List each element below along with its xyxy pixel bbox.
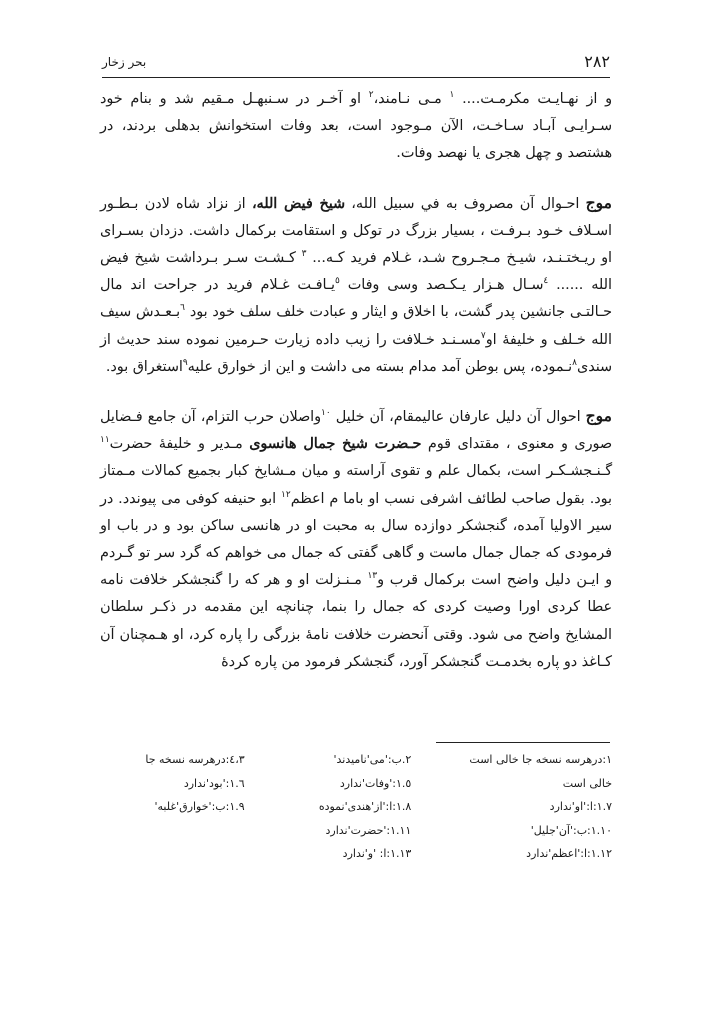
footnote-ref: ١ (449, 90, 455, 101)
paragraph-1: و از نهـايـت مكرمـت.... $^١$ مـی نـامند،$^٢$ او آخـر در سـنبهـل مـقيم شد و بنام خود سـرايـی آبـاد سـاخـت، الآن مـوجود است، بعد وفات استخوانش بدهلی بردند، در هشتصد و چهل هجری يا نهصد وفات. (100, 90, 612, 162)
running-title: بحر زخار (102, 55, 147, 69)
footnote-ref: ٩ (182, 358, 188, 369)
footnote: ٢.ب:'می'نامیدند' (333, 753, 412, 766)
paragraph-3: موج احوال آن دليل عارفان عاليمقام، آن خليل $^{١٠}$واصلان حرب التزام، آن جامع فـضايل صوری و معنوی ، مقتدای قوم حـضرت شيخ جمال هانسوی مـدير و خليفهٔ حضرت$^{١١}$ گـنـجشـكـر است، بكمال علم و تقوی آراسته و ميان مـشايخ كبار بجميع كمالات مـمتاز بود. بقول صاحب لطائف اشرفی نسب او باما م اعظم$^{١٢}$ ابو حنيفه كوفی می پيوندد. در سير الاوليا آمده، گنجشكر دوازده سال به محبت او در هانسی ساكن بود و در باب او فرمودی كه جمال جمال ماست و گاهی گفتی كه جمال می خواهم كه گرد سر تو گـردم و ايـن دليل واضح است بركمال قرب و$^{١٣}$ مـنـزلت او و هر كه را گنجشكر خلافت نامه عطا كردی اورا وصيت كردی كه جمال را بنما، چنانچه اين مقدمه در ذكـر سلطان المشايخ واضح می شود. وقتی آنحضرت خلافت نامهٔ بزرگی را پاره كرد، او هـمچنان آن كـاغذ دو پاره بخدمـت گنجشكر آورد، گنجشكر فرمود من پاره كردهٔ (100, 406, 613, 670)
footnote: ١.٩:ب:'خوارق'غلبه' (154, 800, 245, 813)
footnote-ref: ٢ (368, 90, 374, 101)
footnote-ref: ٧ (480, 330, 486, 341)
footnote: ١.١٠:ب:'آن'جليل' (530, 823, 612, 837)
footnote: ١.٦:'بود'ندارد (183, 776, 245, 790)
footnote-rule (436, 742, 610, 743)
page-number: ۲۸۲ (584, 52, 610, 71)
footnote: ١.٧:ا:'او'ندارد (549, 800, 612, 813)
footnote-ref: ٣ (301, 249, 307, 260)
footnote: ١.١١:'حضرت'ندارد (325, 823, 412, 837)
footnote-column-2 (271, 748, 442, 866)
footnote-ref: ١٣ (367, 571, 378, 582)
header-rule (102, 77, 610, 78)
footnote-ref: ٦ (180, 303, 185, 314)
page-header (102, 52, 610, 74)
footnote-ref: ١١ (100, 435, 110, 446)
footnote: ١.١٣:ا: 'و'ندارد (342, 847, 412, 860)
footnote: ٤،٣:درهرسه نسخه جا (145, 753, 245, 766)
paragraph-2: موج احـوال آن مصروف به في سبيل الله، شيخ فيض الله، از نزاد شاه لادن بـطـور اسـلاف خـود بـرفـت ، بسيار بزرگ در توكل و استقامت بركمال داشت. دزدان بسـرای او ريـختـنـد، شيـخ مـجـروح شـد، غـلام فريد كـه... $^٣$ كـشـت سـر بـرداشت شيخ فيض الله ...... $^٤$سـال هـزار يـكـصد وسی وفات $^٥$يـافـت غـلام فريد در جراحت اند مال حـالتـی جانشين پدر گشت، با اخلاق و ايثار و عبادت خلف سلف خود بود $^٦$بـعـدش سيف الله خـلف و خليفهٔ او$^٧$مسـنـد خـلافت را زيب داده زيارت حـرمين نموده سند حديث از سندی$^٨$نـموده، پس بوطن آمد مدام بسته می داشت و اين از خوارق عليه$^٩$استغراق بود. (100, 192, 613, 375)
footnotes (100, 748, 612, 866)
footnote: ١.٥:'وفات'ندارد (339, 776, 412, 790)
footnote-ref: ٤ (543, 276, 549, 287)
footnote-ref: ٥ (335, 276, 340, 287)
person-name: حـضرت شيخ جمال هانسوی (249, 436, 422, 453)
section-marker: موج (585, 406, 612, 426)
footnote-ref: ١٠ (321, 408, 331, 419)
footnote-column-1 (441, 748, 612, 866)
footnote: ١.١٢:ا:'اعظم'ندارد (526, 847, 612, 860)
main-text (100, 86, 612, 676)
footnote-column-3 (100, 748, 271, 866)
footnote-ref: ١٢ (281, 489, 291, 500)
section-marker: موج (585, 192, 612, 212)
person-name: شيخ فيض الله، (251, 195, 345, 212)
footnote: ١.٨:ا:'از'هندی'نموده (318, 800, 412, 813)
footnote: خالی است (562, 776, 612, 790)
footnote-ref: ٨ (572, 358, 577, 369)
footnote: ١:درهرسه نسخه جا خالی است (469, 753, 612, 766)
